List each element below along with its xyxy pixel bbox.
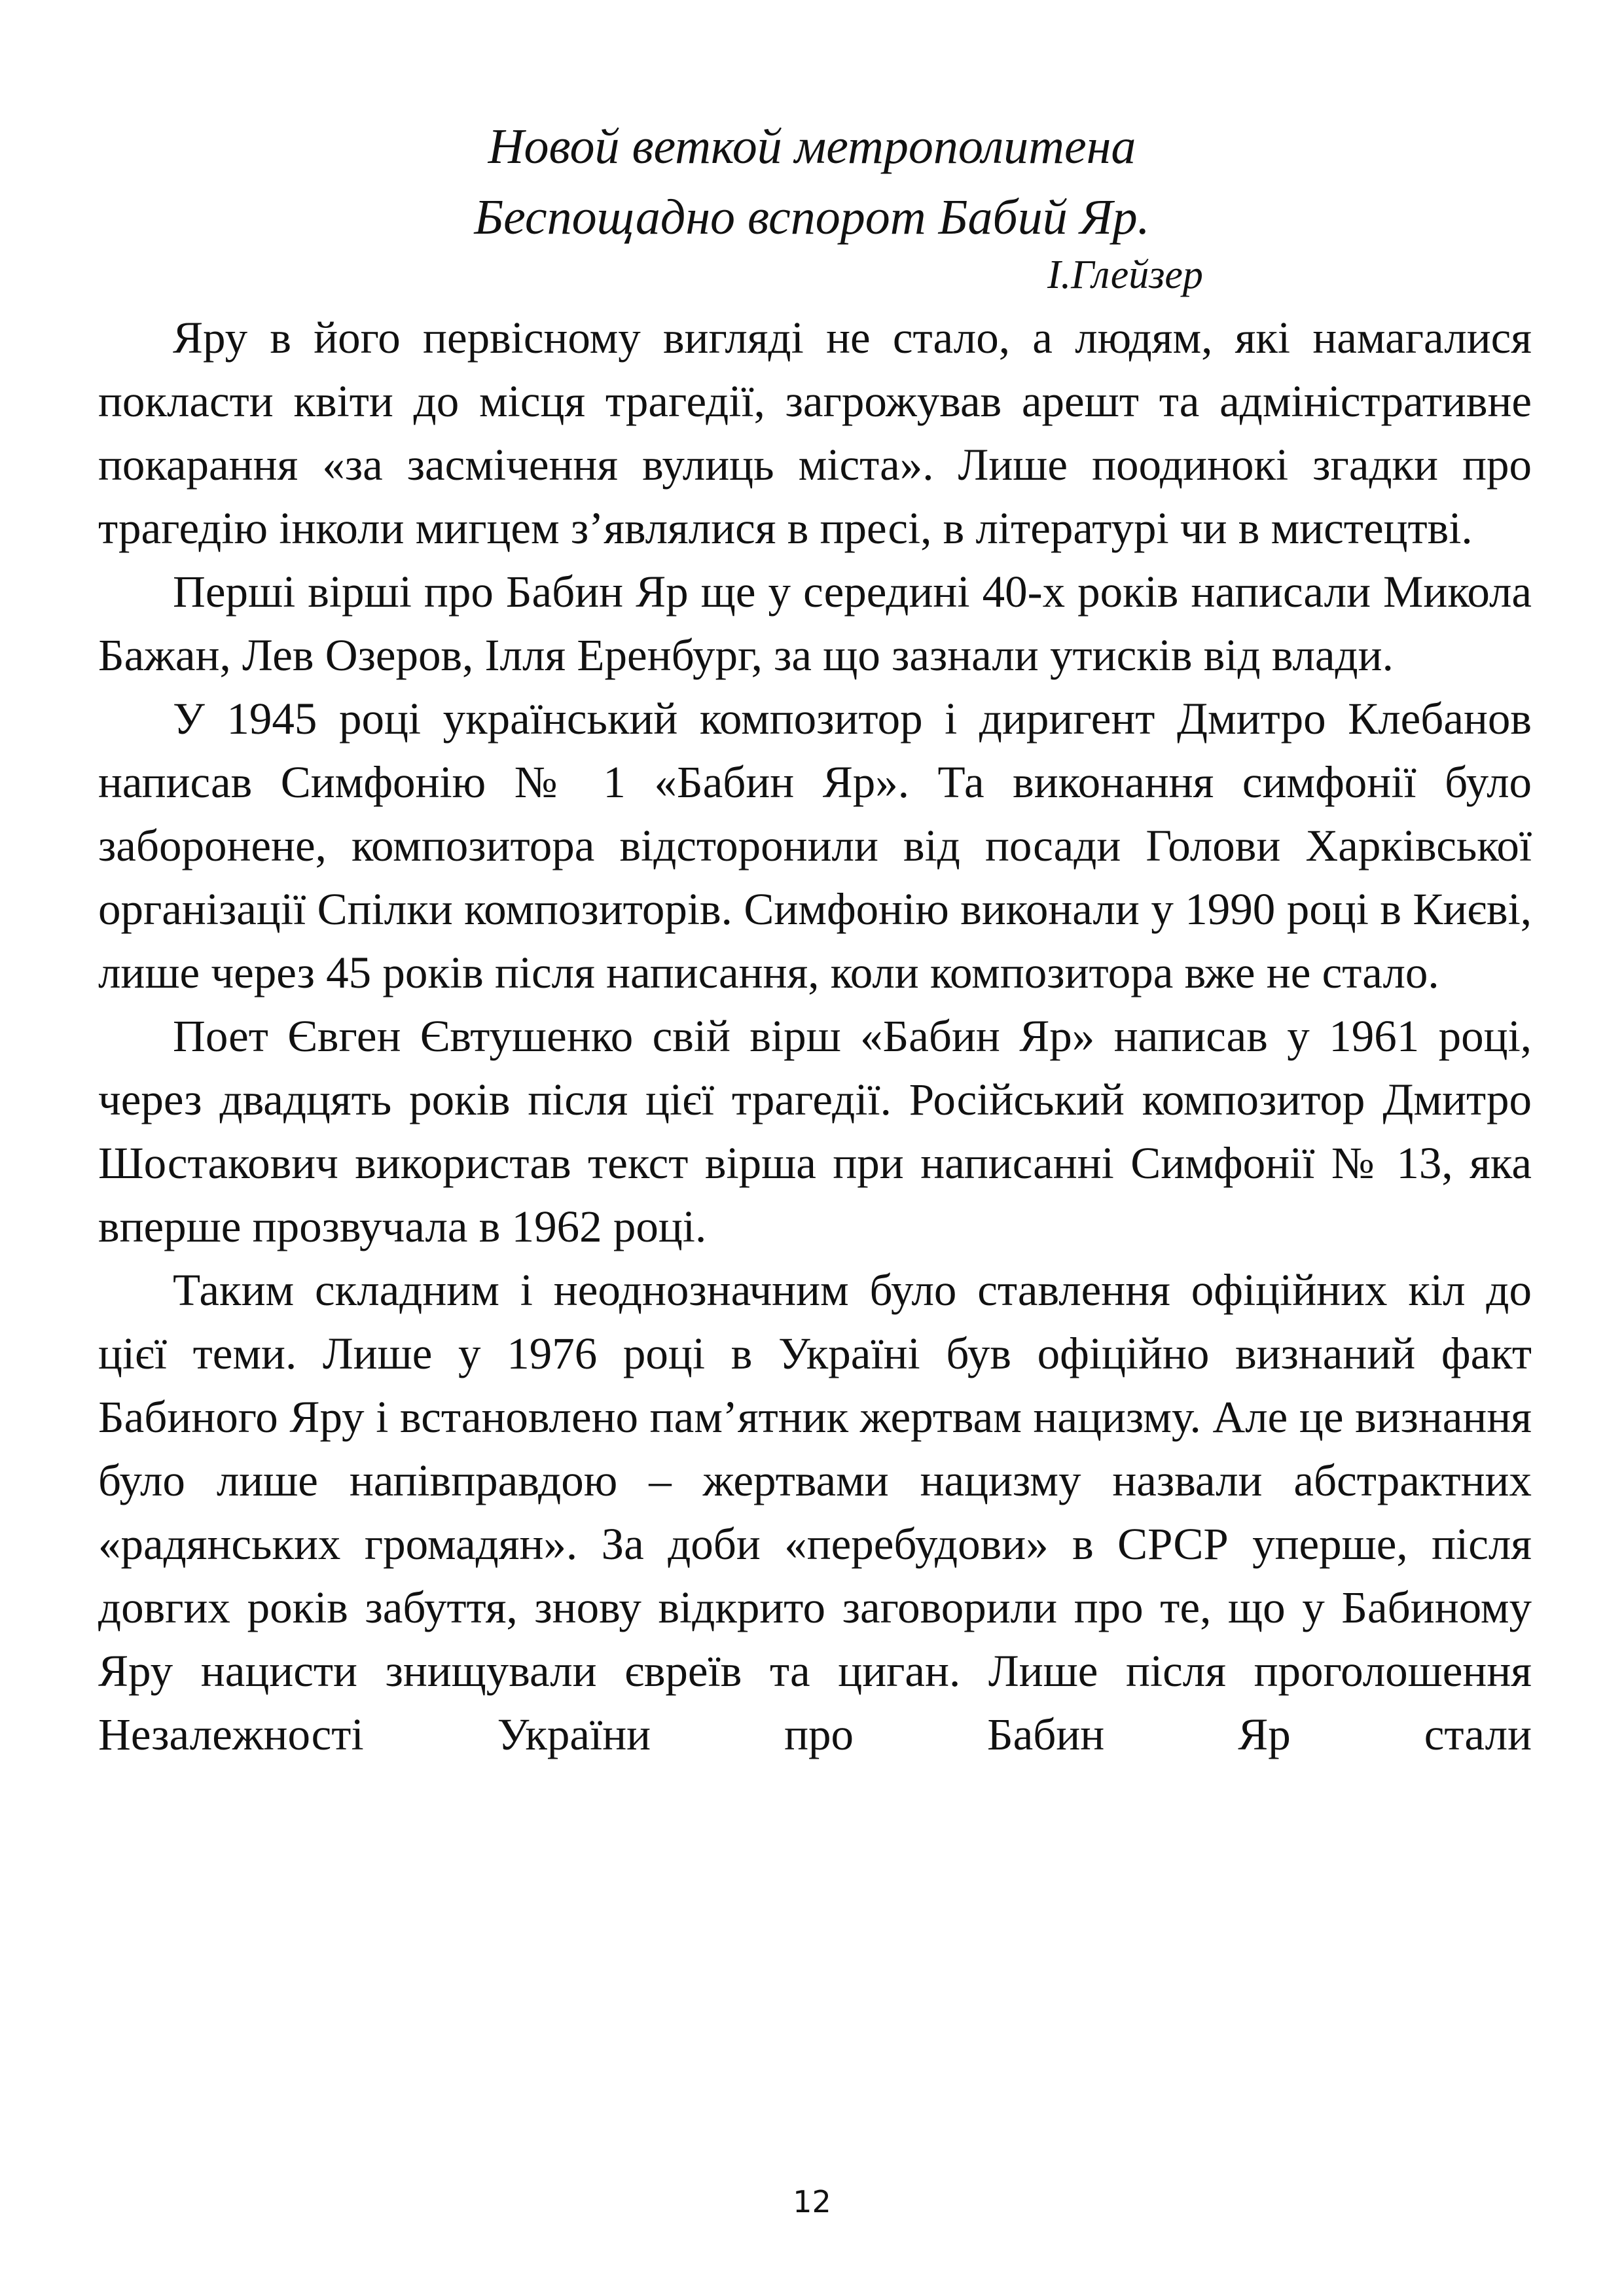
epigraph-line-2: Беспощадно вспорот Бабий Яр.	[474, 190, 1150, 245]
paragraph-5: Таким складним і неоднозначним було ставлення офіційних кіл до цієї теми. Лише у 1976 році в Україні був офіційно визнаний факт Бабиного Яру і встановлено пам’ятник жертвам нацизму. Але це визнання було лише напівправдою – жертвами нацизму назвали абстрактних «радянських громадян». За доби «перебудови» в СРСР уперше, після довгих років забуття, знову відкрито заговорили про те, що у Бабиному Яру нацисти знищували євреїв та циган. Лише після проголошення Незалежності України про Бабин Яр стали	[98, 1265, 1532, 1759]
epigraph-line-1: Новой веткой метрополитена	[488, 119, 1136, 174]
paragraph-2: Перші вірші про Бабин Яр ще у середині 40-х років написали Микола Бажан, Лев Озеров, Ілля Еренбург, за що зазнали утисків від влади.	[98, 567, 1532, 680]
body-text	[98, 306, 1532, 1767]
page-number: 12	[793, 2184, 831, 2219]
paragraph-4: Поет Євген Євтушенко свій вірш «Бабин Яр» написав у 1961 році, через двадцять років після цієї трагедії. Російський композитор Дмитро Шостакович використав текст вірша при написанні Симфонії № 13, яка вперше прозвучала в 1962 році.	[98, 1011, 1532, 1251]
epigraph-author: І.Глейзер	[1047, 253, 1203, 297]
paragraph-1: Яру в його первісному вигляді не стало, а людям, які намагалися покласти квіти до місця трагедії, загрожував арешт та адміністративне покарання «за засмічення вулиць міста». Лише поодинокі згадки про трагедію інколи мигцем з’являлися в пресі, в літературі чи в мистецтві.	[98, 313, 1532, 553]
paragraph-3: У 1945 році український композитор і диригент Дмитро Клебанов написав Симфонію № 1 «Бабин Яр». Та виконання симфонії було заборонене, композитора відсторонили від посади Голови Харківської організації Спілки композиторів. Симфонію виконали у 1990 році в Києві, лише через 45 років після написання, коли композитора вже не стало.	[98, 694, 1532, 997]
